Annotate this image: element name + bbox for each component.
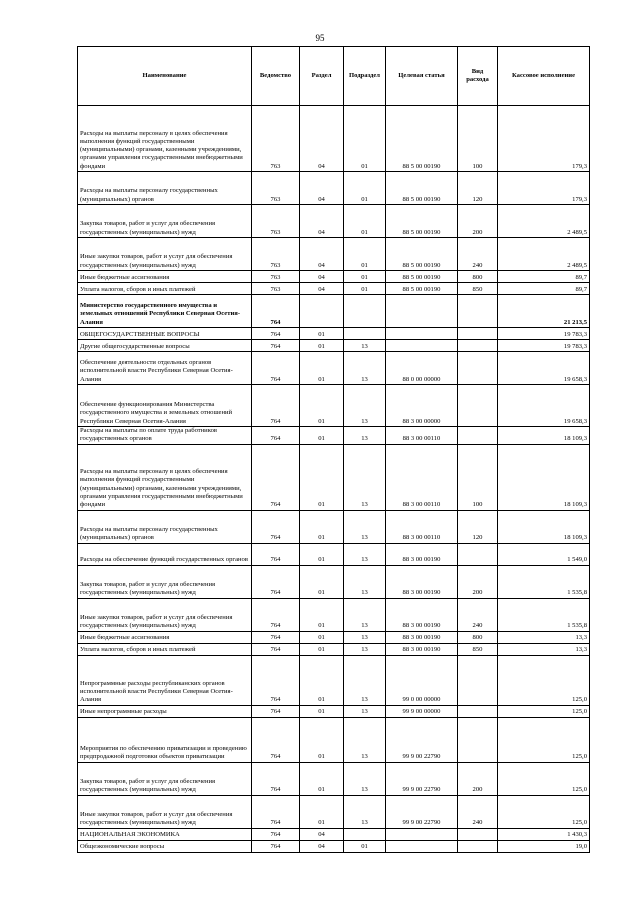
header-dept: Ведомство: [252, 47, 300, 106]
cell-name: Расходы на обеспечение функций государственных органов: [78, 543, 252, 565]
cell-execution: 1 535,8: [498, 598, 590, 631]
cell-target: [386, 828, 458, 840]
cell-dept: 764: [252, 828, 300, 840]
cell-target: 88 3 00 00190: [386, 643, 458, 655]
cell-name: Уплата налогов, сборов и иных платежей: [78, 643, 252, 655]
cell-name: Расходы на выплаты персоналу государственных (муниципальных) органов: [78, 510, 252, 543]
cell-exp-type: [458, 828, 498, 840]
cell-dept: 764: [252, 655, 300, 705]
cell-name: Обеспечение функционирования Министерства государственного имущества и земельных отношений Республики Северная Осетия-Алания: [78, 385, 252, 427]
cell-exp-type: [458, 340, 498, 352]
cell-target: [386, 295, 458, 328]
budget-execution-table: [77, 46, 590, 853]
table-row: [78, 340, 590, 352]
cell-execution: 125,0: [498, 705, 590, 717]
cell-name: Другие общегосударственные вопросы: [78, 340, 252, 352]
cell-exp-type: 800: [458, 631, 498, 643]
cell-subsection: 13: [344, 762, 386, 795]
cell-name: Уплата налогов, сборов и иных платежей: [78, 283, 252, 295]
cell-name: Иные бюджетные ассигнования: [78, 631, 252, 643]
cell-section: 01: [300, 565, 344, 598]
cell-subsection: 13: [344, 385, 386, 427]
cell-execution: 179,3: [498, 172, 590, 205]
cell-exp-type: [458, 385, 498, 427]
cell-dept: 764: [252, 543, 300, 565]
header-exp-type: Вид расхода: [458, 47, 498, 106]
table-row: [78, 283, 590, 295]
cell-exp-type: 100: [458, 106, 498, 172]
cell-section: 01: [300, 340, 344, 352]
table-row: [78, 631, 590, 643]
cell-execution: 19 783,3: [498, 340, 590, 352]
cell-section: 01: [300, 385, 344, 427]
cell-section: 01: [300, 543, 344, 565]
cell-name: Непрограммные расходы республиканских органов исполнительной власти Республики Северная Осетия-Алания: [78, 655, 252, 705]
cell-subsection: 13: [344, 631, 386, 643]
cell-exp-type: 120: [458, 172, 498, 205]
cell-target: 88 5 00 00190: [386, 172, 458, 205]
cell-dept: 763: [252, 205, 300, 238]
cell-execution: 125,0: [498, 717, 590, 762]
cell-name: Закупка товаров, работ и услуг для обеспечения государственных (муниципальных) нужд: [78, 565, 252, 598]
table-row: [78, 598, 590, 631]
cell-name: Обеспечение деятельности отдельных органов исполнительной власти Республики Северная Осетия-Алания: [78, 352, 252, 385]
cell-dept: 764: [252, 444, 300, 510]
cell-subsection: 13: [344, 598, 386, 631]
cell-exp-type: 850: [458, 643, 498, 655]
cell-dept: 764: [252, 340, 300, 352]
cell-target: 88 5 00 00190: [386, 106, 458, 172]
cell-subsection: 01: [344, 271, 386, 283]
cell-subsection: 01: [344, 238, 386, 271]
cell-execution: 2 489,5: [498, 205, 590, 238]
cell-exp-type: [458, 705, 498, 717]
cell-exp-type: 200: [458, 565, 498, 598]
cell-dept: 764: [252, 631, 300, 643]
cell-name: Иные закупки товаров, работ и услуг для обеспечения государственных (муниципальных) нужд: [78, 795, 252, 828]
cell-section: 04: [300, 283, 344, 295]
cell-target: [386, 840, 458, 852]
cell-execution: 18 109,3: [498, 510, 590, 543]
cell-exp-type: 850: [458, 283, 498, 295]
cell-section: 04: [300, 238, 344, 271]
cell-section: 01: [300, 598, 344, 631]
cell-target: [386, 340, 458, 352]
cell-section: 01: [300, 655, 344, 705]
table-row: [78, 385, 590, 427]
cell-name: Иные бюджетные ассигнования: [78, 271, 252, 283]
table-row: [78, 106, 590, 172]
cell-target: 88 3 00 00190: [386, 631, 458, 643]
cell-dept: 763: [252, 271, 300, 283]
cell-target: 88 5 00 00190: [386, 271, 458, 283]
table-row: [78, 655, 590, 705]
cell-subsection: [344, 828, 386, 840]
cell-dept: 764: [252, 427, 300, 445]
cell-dept: 763: [252, 238, 300, 271]
table-row: [78, 717, 590, 762]
cell-subsection: [344, 328, 386, 340]
table-row: [78, 543, 590, 565]
cell-name: Расходы на выплаты персоналу государственных (муниципальных) органов: [78, 172, 252, 205]
table-row: [78, 565, 590, 598]
cell-section: 01: [300, 795, 344, 828]
cell-exp-type: 240: [458, 238, 498, 271]
cell-subsection: 13: [344, 795, 386, 828]
cell-target: [386, 328, 458, 340]
table-row: [78, 172, 590, 205]
cell-name: Расходы на выплаты по оплате труда работников государственных органов: [78, 427, 252, 445]
cell-dept: 764: [252, 840, 300, 852]
table-row: [78, 762, 590, 795]
table-row: [78, 643, 590, 655]
cell-execution: 18 109,3: [498, 427, 590, 445]
cell-exp-type: 800: [458, 271, 498, 283]
table-row: [78, 510, 590, 543]
cell-target: 88 5 00 00190: [386, 283, 458, 295]
cell-section: [300, 295, 344, 328]
cell-section: 04: [300, 828, 344, 840]
cell-subsection: 01: [344, 283, 386, 295]
table-row: [78, 795, 590, 828]
cell-target: 88 3 00 00110: [386, 444, 458, 510]
cell-execution: 179,3: [498, 106, 590, 172]
cell-name: Закупка товаров, работ и услуг для обеспечения государственных (муниципальных) нужд: [78, 762, 252, 795]
cell-section: 01: [300, 328, 344, 340]
cell-target: 88 0 00 00000: [386, 352, 458, 385]
cell-subsection: 13: [344, 705, 386, 717]
cell-dept: 763: [252, 172, 300, 205]
cell-execution: 19,0: [498, 840, 590, 852]
cell-subsection: 13: [344, 543, 386, 565]
table-row: [78, 444, 590, 510]
cell-name: Закупка товаров, работ и услуг для обеспечения государственных (муниципальных) нужд: [78, 205, 252, 238]
cell-dept: 764: [252, 762, 300, 795]
cell-name: Расходы на выплаты персоналу в целях обеспечения выполнения функций государственными (муниципальными) органами, казенными учреждениями, органами управления государственными внебюджетными фондами: [78, 106, 252, 172]
cell-name: Общеэкономические вопросы: [78, 840, 252, 852]
cell-subsection: 13: [344, 340, 386, 352]
table-row: [78, 427, 590, 445]
cell-name: НАЦИОНАЛЬНАЯ ЭКОНОМИКА: [78, 828, 252, 840]
cell-name: Иные непрограммные расходы: [78, 705, 252, 717]
cell-target: 88 3 00 00190: [386, 543, 458, 565]
cell-subsection: 13: [344, 565, 386, 598]
cell-section: 01: [300, 762, 344, 795]
cell-dept: 763: [252, 283, 300, 295]
cell-target: 88 5 00 00190: [386, 205, 458, 238]
cell-execution: 1 430,3: [498, 828, 590, 840]
cell-exp-type: 200: [458, 762, 498, 795]
cell-section: 01: [300, 352, 344, 385]
cell-subsection: 13: [344, 655, 386, 705]
cell-execution: 13,3: [498, 643, 590, 655]
cell-execution: 21 213,5: [498, 295, 590, 328]
cell-exp-type: [458, 543, 498, 565]
cell-execution: 18 109,3: [498, 444, 590, 510]
cell-target: 88 3 00 00000: [386, 385, 458, 427]
table-body: [78, 106, 590, 853]
cell-dept: 764: [252, 598, 300, 631]
cell-execution: 2 489,5: [498, 238, 590, 271]
cell-exp-type: 100: [458, 444, 498, 510]
cell-dept: 764: [252, 385, 300, 427]
cell-target: 99 0 00 00000: [386, 655, 458, 705]
cell-dept: 764: [252, 717, 300, 762]
cell-section: 04: [300, 172, 344, 205]
table-row: [78, 205, 590, 238]
cell-dept: 764: [252, 643, 300, 655]
cell-target: 88 3 00 00110: [386, 510, 458, 543]
cell-exp-type: [458, 655, 498, 705]
cell-exp-type: 240: [458, 795, 498, 828]
cell-section: 01: [300, 717, 344, 762]
page-number: 95: [315, 33, 325, 43]
cell-dept: 764: [252, 295, 300, 328]
cell-target: 99 9 00 22790: [386, 795, 458, 828]
cell-section: 01: [300, 444, 344, 510]
cell-target: 99 9 00 22790: [386, 762, 458, 795]
cell-execution: 89,7: [498, 283, 590, 295]
table-header-row: [78, 47, 590, 106]
cell-execution: 13,3: [498, 631, 590, 643]
cell-exp-type: [458, 295, 498, 328]
cell-name: Иные закупки товаров, работ и услуг для обеспечения государственных (муниципальных) нужд: [78, 238, 252, 271]
cell-subsection: 01: [344, 205, 386, 238]
cell-subsection: [344, 295, 386, 328]
cell-name: Министерство государственного имущества и земельных отношений Республики Северная Осетия-Алания: [78, 295, 252, 328]
cell-section: 04: [300, 205, 344, 238]
cell-exp-type: [458, 840, 498, 852]
cell-exp-type: 120: [458, 510, 498, 543]
table-row: [78, 705, 590, 717]
cell-target: 88 5 00 00190: [386, 238, 458, 271]
cell-dept: 763: [252, 106, 300, 172]
cell-execution: 19 658,3: [498, 385, 590, 427]
cell-dept: 764: [252, 352, 300, 385]
cell-name: Расходы на выплаты персоналу в целях обеспечения выполнения функций государственными (муниципальными) органами, казенными учреждениями, органами управления государственными внебюджетными фондами: [78, 444, 252, 510]
cell-subsection: 13: [344, 717, 386, 762]
table-row: [78, 328, 590, 340]
cell-execution: 125,0: [498, 795, 590, 828]
cell-target: 99 9 00 22790: [386, 717, 458, 762]
table-row: [78, 295, 590, 328]
cell-name: Иные закупки товаров, работ и услуг для обеспечения государственных (муниципальных) нужд: [78, 598, 252, 631]
header-execution: Кассовое исполнение: [498, 47, 590, 106]
cell-section: 01: [300, 510, 344, 543]
cell-dept: 764: [252, 795, 300, 828]
cell-exp-type: [458, 427, 498, 445]
cell-section: 01: [300, 427, 344, 445]
cell-exp-type: [458, 328, 498, 340]
cell-target: 99 9 00 00000: [386, 705, 458, 717]
cell-subsection: 01: [344, 106, 386, 172]
cell-execution: 89,7: [498, 271, 590, 283]
header-target: Целевая статья: [386, 47, 458, 106]
table-row: [78, 828, 590, 840]
cell-execution: 19 783,3: [498, 328, 590, 340]
cell-dept: 764: [252, 510, 300, 543]
cell-execution: 125,0: [498, 762, 590, 795]
cell-dept: 764: [252, 328, 300, 340]
table-row: [78, 271, 590, 283]
table-row: [78, 352, 590, 385]
cell-name: ОБЩЕГОСУДАРСТВЕННЫЕ ВОПРОСЫ: [78, 328, 252, 340]
cell-subsection: 01: [344, 172, 386, 205]
cell-subsection: 13: [344, 444, 386, 510]
cell-section: 04: [300, 271, 344, 283]
header-name: Наименование: [78, 47, 252, 106]
cell-execution: 1 549,0: [498, 543, 590, 565]
header-section: Раздел: [300, 47, 344, 106]
cell-section: 01: [300, 631, 344, 643]
cell-name: Мероприятия по обеспечению приватизации и проведению предпродажной подготовки объектов приватизации: [78, 717, 252, 762]
cell-subsection: 13: [344, 427, 386, 445]
cell-execution: 1 535,8: [498, 565, 590, 598]
cell-dept: 764: [252, 705, 300, 717]
header-subsection: Подраздел: [344, 47, 386, 106]
cell-subsection: 13: [344, 510, 386, 543]
cell-exp-type: [458, 717, 498, 762]
cell-execution: 19 658,3: [498, 352, 590, 385]
cell-dept: 764: [252, 565, 300, 598]
cell-subsection: 01: [344, 840, 386, 852]
cell-exp-type: 200: [458, 205, 498, 238]
cell-execution: 125,0: [498, 655, 590, 705]
cell-target: 88 3 00 00110: [386, 427, 458, 445]
cell-section: 04: [300, 840, 344, 852]
cell-section: 01: [300, 705, 344, 717]
table-row: [78, 840, 590, 852]
cell-target: 88 3 00 00190: [386, 598, 458, 631]
cell-subsection: 13: [344, 352, 386, 385]
table-row: [78, 238, 590, 271]
cell-exp-type: [458, 352, 498, 385]
cell-section: 01: [300, 643, 344, 655]
cell-section: 04: [300, 106, 344, 172]
cell-target: 88 3 00 00190: [386, 565, 458, 598]
cell-exp-type: 240: [458, 598, 498, 631]
cell-subsection: 13: [344, 643, 386, 655]
